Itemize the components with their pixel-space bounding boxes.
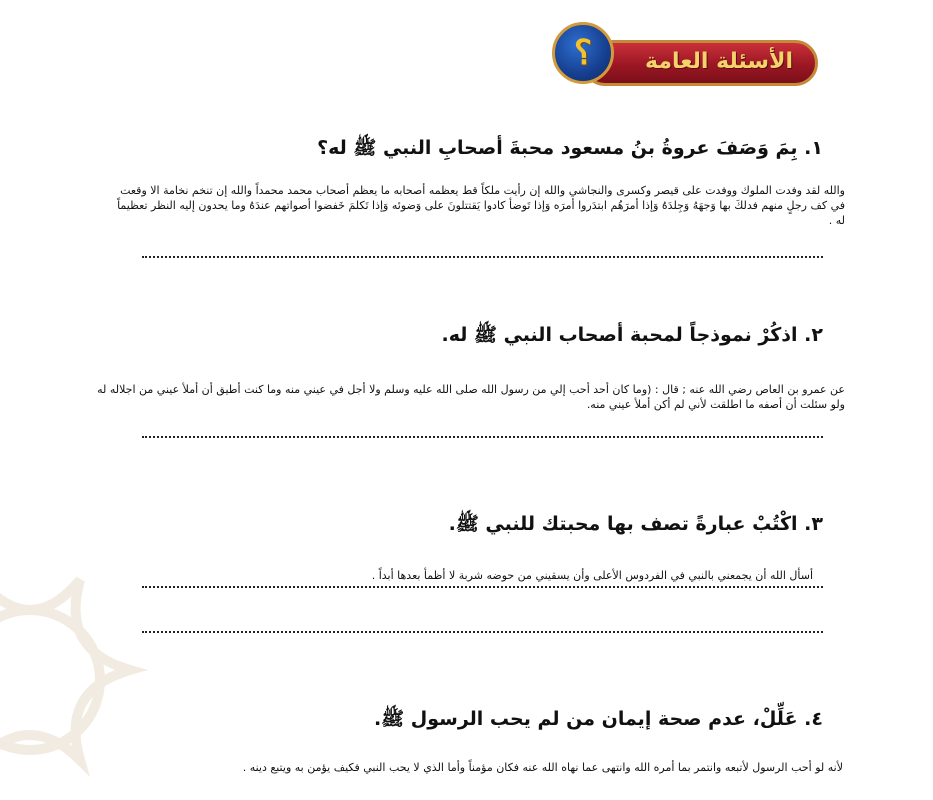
question-3-number: ٣. (804, 513, 823, 535)
answer-1: والله لقد وفدت الملوك ووفدت على قيصر وكسرى والنجاشي والله إن رأيت ملكاً قط يعظمه أصحابه ما يعظم أصحاب محمد محمداً والله إن تنخم نخامة الا وقعت في كف رجلٍ منهم فدلكَ بها وَجهَهُ وَجِلدَهُ وَإذا أمرَهُم ابتدَروا أمرَه وَإذا تَوضأ كادوا يَقتتلونَ على وَضوئه وَإذا تَكلمَ خَفضوا أصواتهم عندَهُ وما يحدون إليه النظر تعظيماً له . (117, 184, 845, 227)
answer-1-dotted-line (142, 256, 823, 258)
banner-title: الأسئلة العامة (645, 49, 793, 74)
banner-bar (582, 40, 818, 86)
question-3-text: اكْتُبْ عبارةً تصف بها محبتك للنبي ﷺ. (448, 513, 798, 535)
question-4-number: ٤. (804, 708, 823, 730)
question-2-text: اذكُرْ نموذجاً لمحبة أصحاب النبي ﷺ له. (441, 324, 798, 346)
answer-3-dotted-line-1 (142, 586, 823, 588)
question-2 (442, 323, 823, 351)
answer-2: عن عمرو بن العاص رضي الله عنه ; قال : (وما كان أحد أحب إلي من رسول الله صلى الله عليه وسلم ولا أجل في عيني منه وما كنت أطيق أن أملأ عيني من اجلاله له ولو سئلت أن أصفه ما اطلقت لأني لم أكن أملأ عيني منه. (97, 383, 845, 411)
section-banner (552, 22, 820, 90)
answer-3: أسأل الله أن يجمعني بالنبي في الفردوس الأعلى وأن يسقيني من حوضه شربة لا أظمأ بعدها أبداً . (371, 569, 813, 582)
question-1-number: ١. (804, 137, 823, 159)
question-2-number: ٢. (804, 324, 823, 346)
question-mark-glyph: ؟ (573, 33, 593, 73)
answer-3-dotted-line-2 (142, 631, 823, 633)
question-1 (317, 136, 823, 164)
question-4 (374, 707, 823, 735)
question-4-text: عَلِّلْ، عدم صحة إيمان من لم يحب الرسول ﷺ. (373, 708, 798, 730)
question-1-text: بِمَ وَصَفَ عروةُ بنُ مسعود محبةَ أصحابِ النبي ﷺ له؟ (317, 137, 798, 159)
question-mark-icon (552, 22, 614, 84)
answer-4: لأنه لو أحب الرسول لأتبعه وانتمر بما أمره الله وانتهى عما نهاه الله عنه فكان مؤمناً وأما الذي لا يحب النبي فكيف يؤمن به ويتبع دينه . (242, 761, 843, 774)
answer-2-dotted-line (142, 436, 823, 438)
question-3 (449, 512, 823, 540)
